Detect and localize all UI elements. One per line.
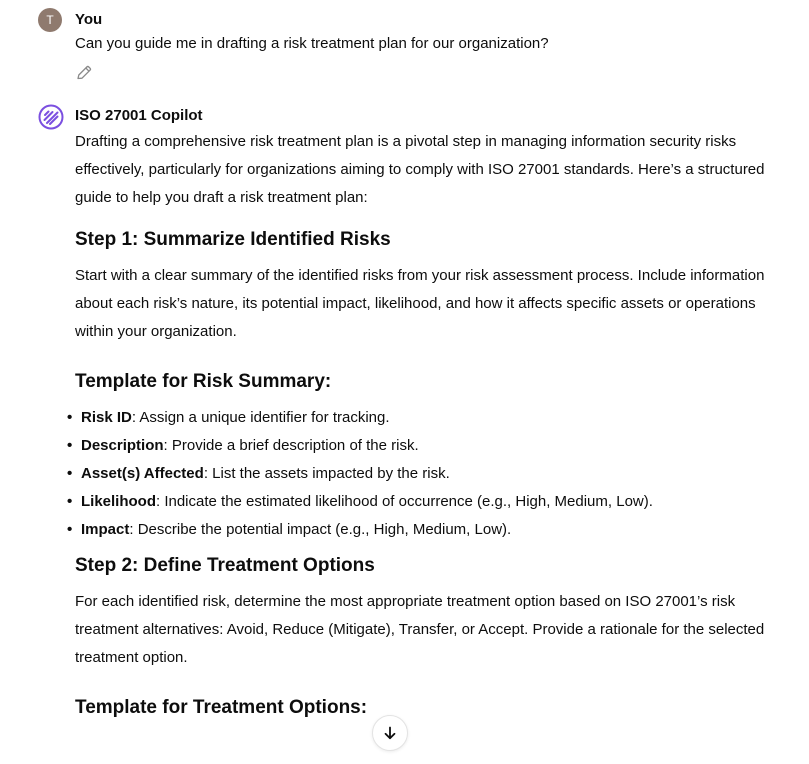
list-item: • Asset(s) Affected: List the assets impacted by the risk.: [67, 465, 450, 482]
step2-paragraph: For each identified risk, determine the most appropriate treatment option based on ISO 27001’s risk treatment alternatives: Avoid, Reduce (Mitigate), Transfer, or Accept. Provide a rationale for the selected treatment option.: [75, 593, 765, 666]
template2-heading: Template for Treatment Options:: [75, 697, 368, 718]
user-avatar: T: [38, 8, 62, 32]
user-name: You: [75, 11, 103, 28]
list-item: • Likelihood: Indicate the estimated likelihood of occurrence (e.g., High, Medium, Low).: [67, 493, 653, 510]
list-item: • Impact: Describe the potential impact (e.g., High, Medium, Low).: [67, 521, 512, 538]
scroll-to-bottom-button[interactable]: [372, 715, 408, 751]
intro-paragraph: Drafting a comprehensive risk treatment plan is a pivotal step in managing information security risks effectively, particularly for organizations aiming to comply with ISO 27001 standards. Here’s a structured guide to help you draft a risk treatment plan:: [75, 133, 765, 206]
risk-summary-list: [67, 404, 781, 544]
arrow-down-icon: [382, 725, 398, 741]
user-message: Can you guide me in drafting a risk treatment plan for our organization?: [75, 35, 549, 52]
assistant-message: [67, 128, 775, 722]
step1-heading: Step 1: Summarize Identified Risks: [75, 229, 391, 250]
list-item: • Description: Provide a brief description of the risk.: [67, 437, 419, 454]
list-item: • Risk ID: Assign a unique identifier for tracking.: [67, 409, 390, 426]
copilot-logo-icon: [38, 104, 64, 130]
step2-heading: Step 2: Define Treatment Options: [75, 555, 375, 576]
assistant-name: ISO 27001 Copilot: [75, 107, 203, 124]
pencil-icon[interactable]: [75, 64, 93, 82]
template1-heading: Template for Risk Summary:: [75, 371, 332, 392]
step1-paragraph: Start with a clear summary of the identified risks from your risk assessment process. Include information about each risk’s nature, its potential impact, likelihood, and how it affects specific assets or operations within your organization.: [75, 267, 765, 340]
